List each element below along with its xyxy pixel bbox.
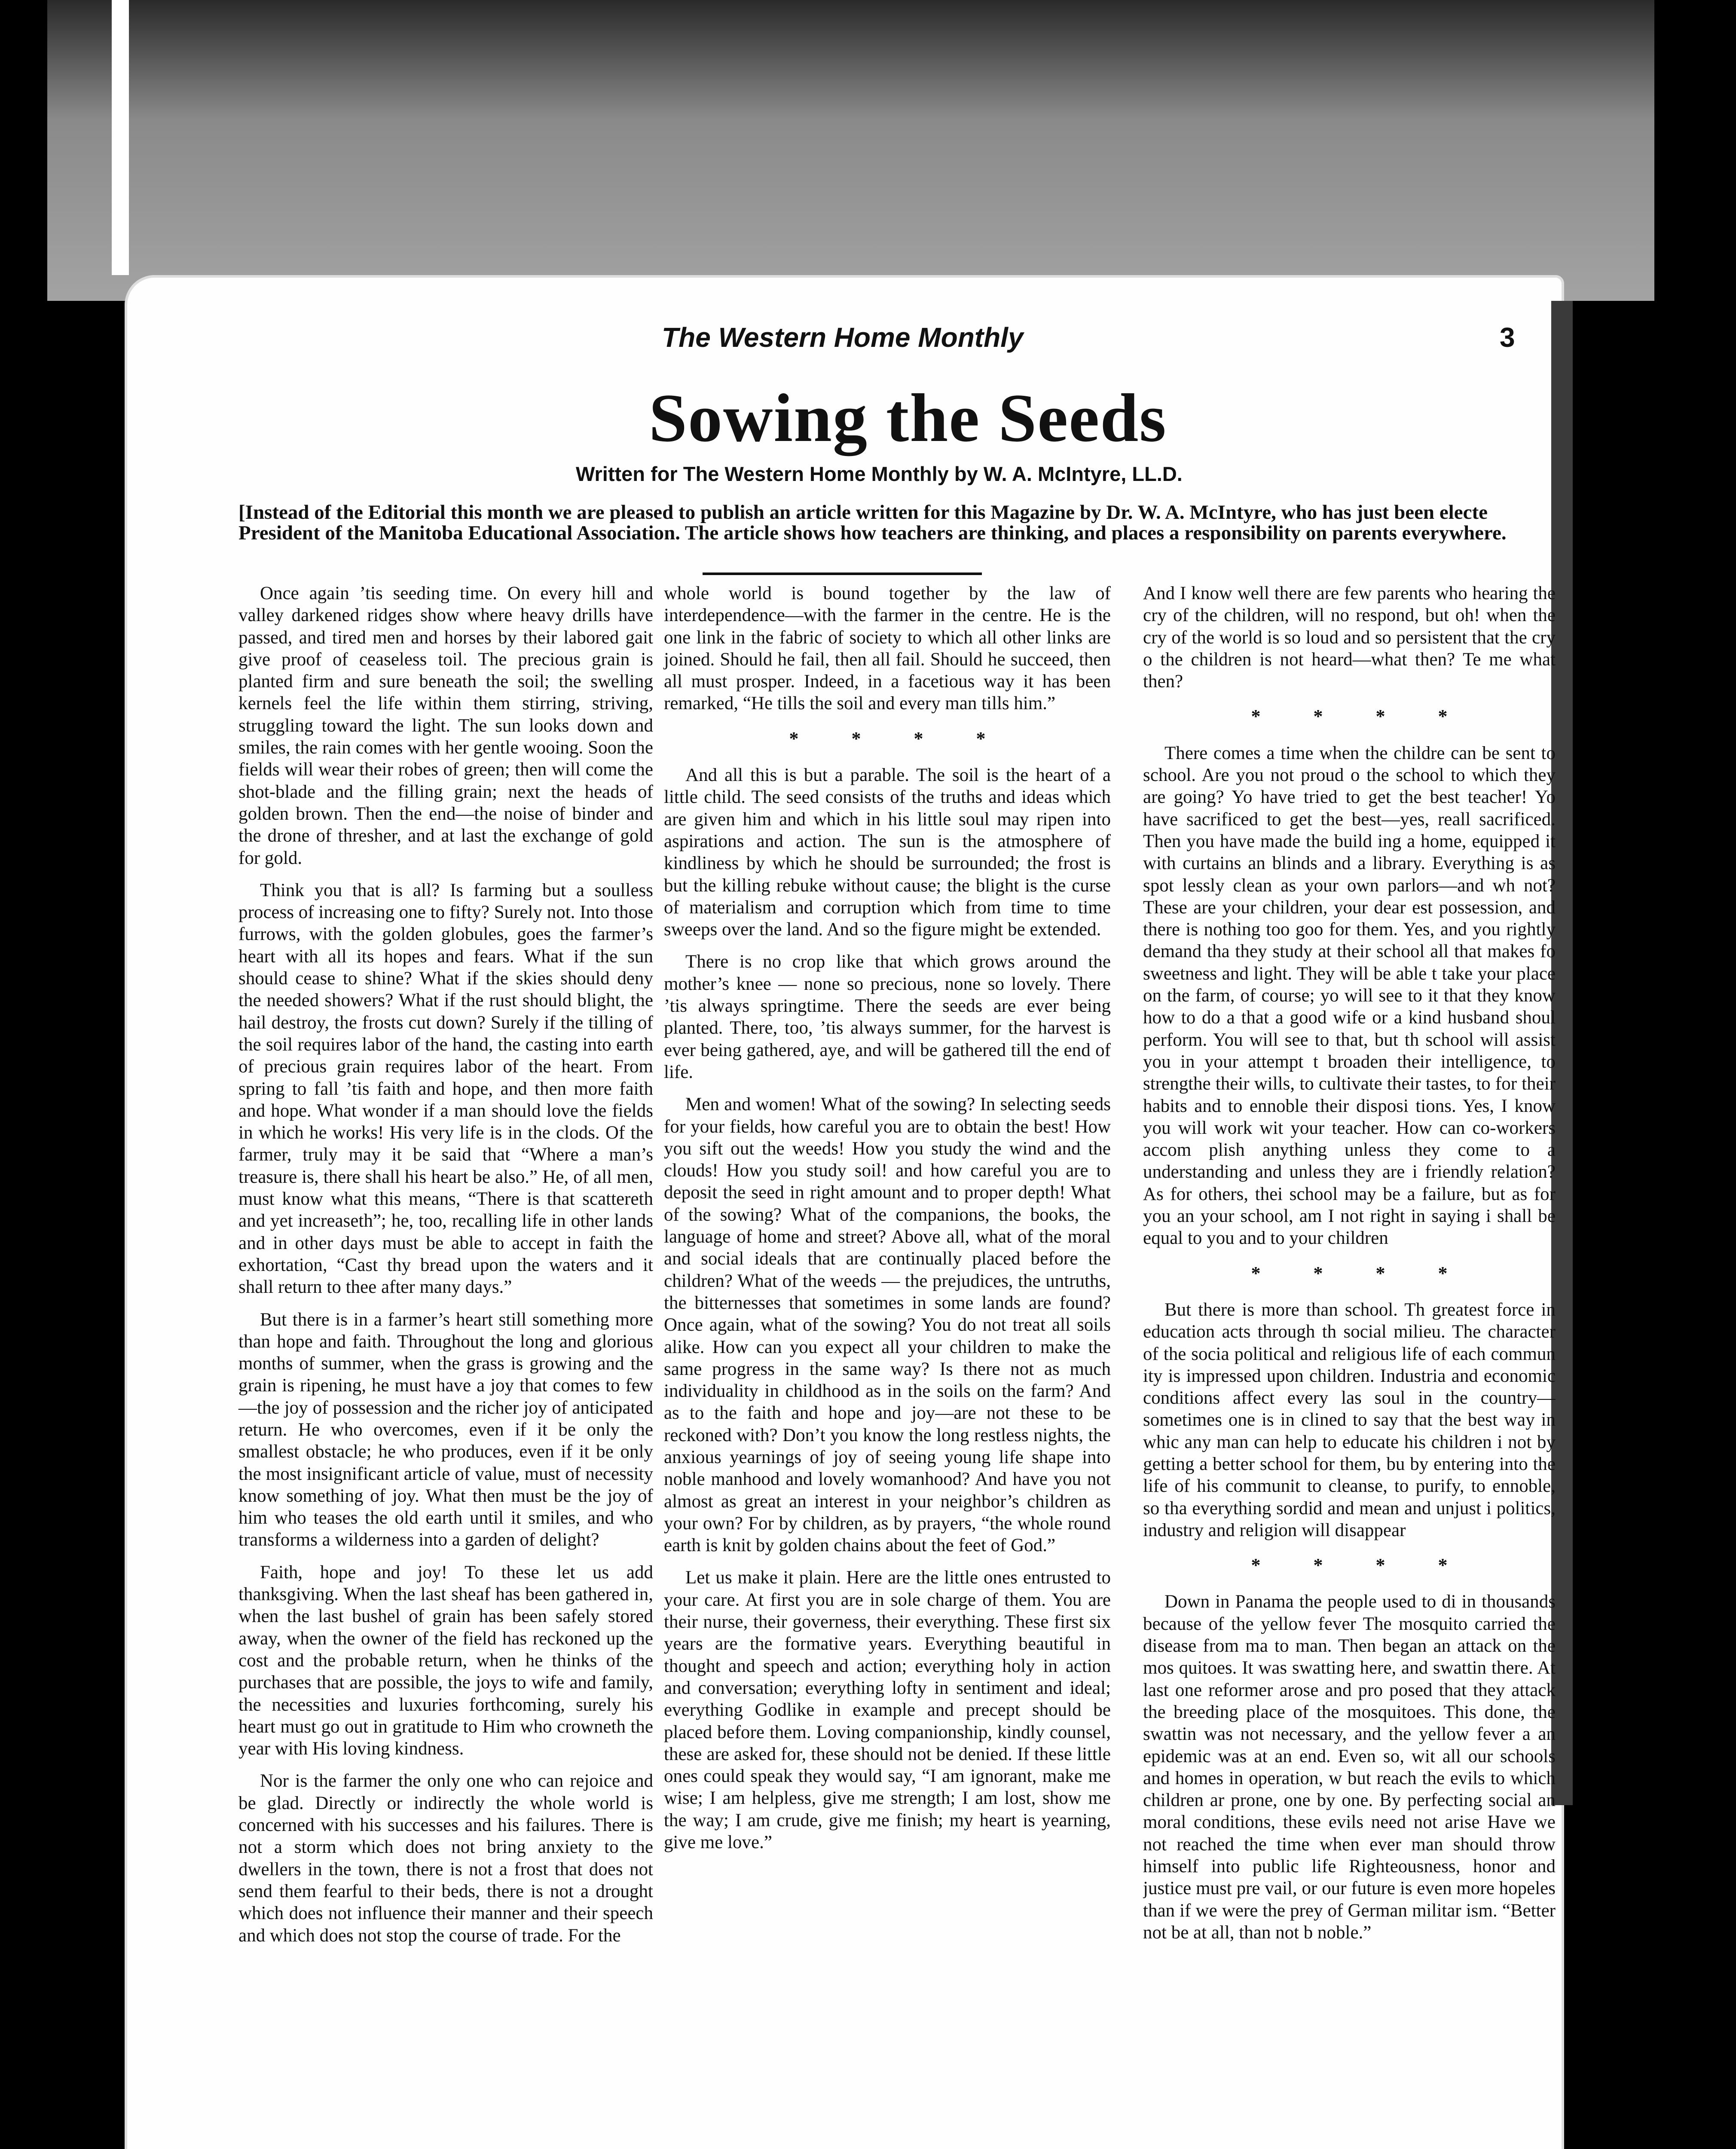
paragraph: Nor is the farmer the only one who can rejoice and be glad. Directly or indirectly the whole world is concerned with his successes and his failures. There is not a storm which does not bring anxiety to the dwellers in the town, there is not a frost that does not send them fearful to their beds, there is not a drought which does not influence their manner and their speech and which does not stop the course of trade. For the — [238, 1771, 653, 1946]
editorial-intro — [238, 502, 1553, 543]
paragraph: Once again ’tis seeding time. On every hill and valley darkened ridges show where heavy drills have passed, and tired men and horses by their labored gait give proof of ceaseless toil. The precious grain is planted firm and sure beneath the soil; the swelling kernels feel the life within them stirring, striving, struggling toward the light. The sun looks down and smiles, the rain comes with her gentle wooing. Soon the fields will wear their robes of green; then will come the shot-blade and the filling grain; next the heads of golden brown. Then the end—the noise of binder and the drone of thresher, and at last the exchange of gold for gold. — [238, 583, 653, 868]
article-title: Sowing the Seeds — [649, 380, 1167, 456]
divider-rule — [703, 572, 982, 575]
section-separator: * * * * — [789, 728, 1010, 749]
article-byline: Written for The Western Home Monthly by W. A. McIntyre, LL.D. — [576, 462, 1183, 485]
paragraph: whole world is bound together by the law of interdependence—with the farmer in the centre. He is the one link in the fabric of society to which all other links are joined. Should he fail, then all fail. Should he succeed, then all must prosper. Indeed, in a facetious way it has been remarked, “He tills the soil and every man tills him.” — [664, 583, 1111, 714]
paragraph: And I know well there are few parents who hearing the cry of the children, will no respond, but oh! when the cry of the world is so loud and so persistent that the cry o the children is not heard—what then? Te me what then? — [1143, 583, 1556, 692]
paragraph: Faith, hope and joy! To these let us add thanksgiving. When the last sheaf has been gathered in, when the last bushel of grain has been safely stored away, when the owner of the field has reckoned up the cost and the probable return, when he thinks of the purchases that are possible, the joys to wife and family, the necessities and luxuries forthcoming, surely his heart must go out in gratitude to Him who crowneth the year with His loving kindness. — [238, 1562, 653, 1759]
magazine-title: The Western Home Monthly — [662, 322, 1024, 353]
intro-line: [Instead of the Editorial this month we are pleased to publish an article written for this Magazine by Dr. W. A. McIntyre, who has just been electe — [238, 502, 1488, 523]
section-separator: * * * * — [1251, 706, 1472, 727]
paragraph: But there is in a farmer’s heart still something more than hope and faith. Throughout the long and glorious months of summer, when the grass is growing and the grain is ripening, he must have a joy that comes to few—the joy of possession and the richer joy of anticipated return. He who overcomes, even if it be only the smallest obstacle; he who produces, even if it be only the most insignificant article of value, must of necessity know something of joy. What then must be the joy of him who teases the old earth until it smiles, and who transforms a wilderness into a garden of delight? — [238, 1309, 653, 1550]
page-number: 3 — [1500, 322, 1515, 353]
paragraph: But there is more than school. Th greatest force in education acts through th social milieu. The character of the socia political and religious life of each commun ity is impressed upon children. Industria and economic conditions affect every las soul in the country—sometimes one is in clined to say that the best way in whic any man can help to educate his children i not by getting a better school for them, bu by entering into the life of his communit to cleanse, to purify, to ennoble, so tha everything sordid and mean and unjust i politics, industry and religion will disappear — [1143, 1299, 1556, 1540]
paragraph: There comes a time when the childre can be sent to school. Are you not proud o the school to which they are going? Yo have tried to get the best teacher! Yo have sacrificed to get the best—yes, reall sacrificed. Then you have made the build ing a home, equipped it with curtains an blinds and a library. Everything is as spot lessly clean as your own parlors—and wh not? These are your children, your dear est possession, and there is nothing too goo for them. Yes, and you rightly demand tha they study at their school all that makes fo sweetness and light. They will be able t take your place on the farm, of course; yo will see to it that they know how to do a that a good wife or a kind husband shoul perform. You will see to that, but th school will assist you in your attempt t broaden their intelligence, to strengthe their wills, to cultivate their tastes, to for their habits and to ennoble their disposi tions. Yes, I know you will work wit your teacher. How can co-workers accom plish anything unless they come to a understanding and unless they are i friendly relation? As for others, thei school may be a failure, but as for you an your school, am I not right in saying i shall be equal to you and to your children — [1143, 743, 1556, 1249]
book-binding-edge — [112, 0, 129, 275]
paragraph: Down in Panama the people used to di in thousands because of the yellow fever The mosquito carried the disease from ma to man. Then began an attack on the mos quitoes. It was swatting here, and swattin there. At last one reformer arose and pro posed that they attack the breeding place of the mosquitoes. This done, the swattin was not necessary, and the yellow fever a an epidemic was at an end. Even so, wit all our schools and homes in operation, w but reach the evils to which children ar prone, one by one. By perfecting social an moral conditions, these evils need not arise Have we not reached the time when ever man should throw himself into public life Righteousness, honor and justice must pre vail, or our future is even more hopeles than if we were the prey of German militar ism. “Better not be at all, than not b noble.” — [1143, 1592, 1556, 1943]
paragraph: Let us make it plain. Here are the little ones entrusted to your care. At first you are in sole charge of them. You are their nurse, their governess, their everything. These first six years are the formative years. Everything beautiful in thought and speech and action; everything holy in action and conversation; everything lofty in sentiment and ideal; everything Godlike in example and precept should be placed before them. Loving companionship, kindly counsel, these are asked for, these should not be denied. If these little ones could speak they would say, “I am ignorant, make me wise; I am helpless, give me strength; I am lost, show me the way; I am crude, give me finish; my heart is yearning, give me love.” — [664, 1567, 1111, 1853]
section-separator: * * * * — [1251, 1555, 1472, 1576]
intro-line: President of the Manitoba Educational Association. The article shows how teachers are thinking, and places a responsibility on parents everywhere. — [238, 522, 1507, 543]
section-separator: * * * * — [1251, 1262, 1472, 1284]
paragraph: And all this is but a parable. The soil is the heart of a little child. The seed consists of the truths and ideas which are given him and which in his little soul may ripen into aspirations and action. The sun is the atmosphere of kindliness by which he should be surrounded; the frost is but the killing rebuke without cause; the blight is the curse of materialism and corruption which from time to time sweeps over the land. And so the figure might be extended. — [664, 765, 1111, 940]
article-column-3 — [1143, 582, 1556, 2149]
paragraph: There is no crop like that which grows around the mother’s knee — none so precious, none so lovely. There ’tis always springtime. There the seeds are ever being planted. There, too, ’tis always summer, for the harvest is ever being gathered, aye, and will be gathered till the end of life. — [664, 952, 1111, 1082]
scan-background — [47, 0, 1654, 301]
paragraph: Think you that is all? Is farming but a soulless process of increasing one to fifty? Surely not. Into those furrows, with the golden globules, goes the farmer’s heart with all its hopes and fears. What if the sun should cease to shine? What if the skies should deny the needed showers? What if the rust should blight, the hail destroy, the frosts cut down? Surely if the tilling of the soil requires labor of the hand, the casting into earth of precious grain requires labor of the heart. From spring to fall ’tis faith and hope, and then more faith and hope. What wonder if a man should love the fields in which he works! His very life is in the clods. Of the farmer, truly may it be said that “Where a man’s treasure is, there shall his heart be also.” He, of all men, must know what this means, “There is that scattereth and yet increaseth”; he, too, recalling life in other lands and in other days must be able to accept in faith the exhortation, “Cast thy bread upon the waters and it shall return to thee after many days.” — [238, 880, 653, 1298]
article-column-2 — [664, 582, 1111, 1864]
article-column-1 — [238, 582, 653, 1957]
paragraph: Men and women! What of the sowing? In selecting seeds for your fields, how careful you are to obtain the best! How you sift out the weeds! How you study the wind and the clouds! How you study soil! and how careful you are to deposit the seed in right amount and to proper depth! What of the sowing? What of the companions, the books, the language of home and street? Above all, what of the moral and social ideals that are continually placed before the children? What of the weeds — the prejudices, the untruths, the bitternesses that sometimes in some lands are found? Once again, what of the sowing? You do not treat all soils alike. How can you expect all your children to make the same progress in the same way? Is there not as much individuality in childhood as in the soils on the farm? And as to the faith and hope and joy—are not these to be reckoned with? Don’t you know the long restless nights, the anxious yearnings of joy of seeing young life shape into noble manhood and lovely womanhood? And have you not almost as great an interest in your neighbor’s children as your own? For by children, as by prayers, “the whole round earth is knit by golden chains about the feet of God.” — [664, 1094, 1111, 1556]
